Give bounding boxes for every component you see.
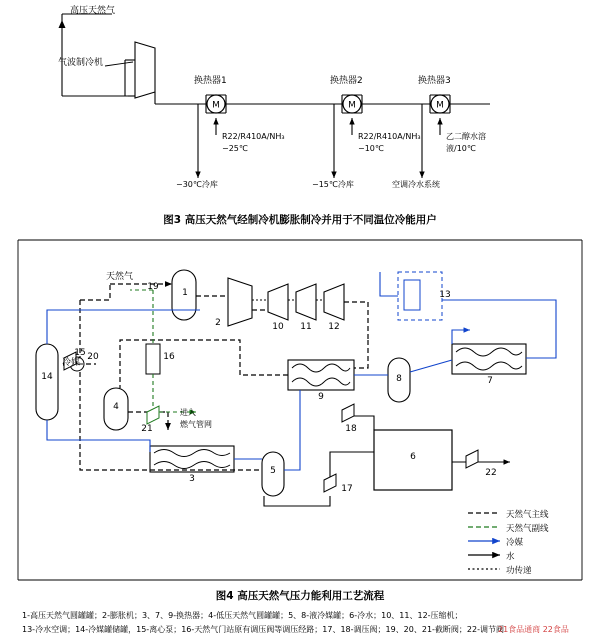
fig3-refr3-line2: 液/10℃ bbox=[446, 144, 476, 153]
legend-work: 功传递 bbox=[506, 566, 532, 576]
figure4-drawing bbox=[36, 270, 556, 569]
node-4: 4 bbox=[113, 402, 119, 412]
node-22: 22 bbox=[485, 468, 497, 478]
fig3-hx2-label: 换热器2 bbox=[330, 76, 363, 86]
figure3-drawing bbox=[59, 14, 491, 178]
fig4-topipe-line2: 燃气管网 bbox=[180, 420, 212, 429]
footnote-line1: 1-高压天然气圆罐罐；2-膨胀机；3、7、9-换热器；4-低压天然气圆罐罐；5、8-液冷媒罐；6-冷水；10、11、12-压缩机； bbox=[22, 611, 463, 620]
node-15: 15 bbox=[74, 348, 86, 358]
legend-gas-main: 天然气主线 bbox=[506, 510, 549, 520]
legend-gas-side: 天然气副线 bbox=[506, 524, 549, 534]
legend-coolant: 冷媒 bbox=[506, 538, 524, 548]
node-14: 14 bbox=[41, 372, 53, 382]
node-8: 8 bbox=[396, 374, 402, 384]
fig3-refr3-line1: 乙二醇水溶 bbox=[446, 132, 486, 141]
node-16: 16 bbox=[163, 352, 175, 362]
fig3-refr2-line1: R22/R410A/NH₃ bbox=[358, 132, 421, 141]
fig4-coolant-label: 冷媒 bbox=[62, 358, 81, 368]
node-17: 17 bbox=[341, 484, 353, 494]
node-19: 19 bbox=[147, 282, 159, 292]
node-12: 12 bbox=[328, 322, 340, 332]
node-11: 11 bbox=[300, 322, 312, 332]
node-3: 3 bbox=[189, 474, 195, 484]
node-18: 18 bbox=[345, 424, 357, 434]
node-5: 5 bbox=[270, 466, 276, 476]
node-1: 1 bbox=[182, 288, 188, 298]
fig3-hx3-label: 换热器3 bbox=[418, 76, 451, 86]
figure3-caption: 图3 高压天然气经制冷机膨胀制冷并用于不同温位冷能用户 bbox=[163, 214, 437, 226]
svg-text:M: M bbox=[348, 100, 356, 111]
node-10: 10 bbox=[272, 322, 284, 332]
node-13: 13 bbox=[439, 290, 451, 300]
footnote-line2: 13-冷水空调；14-冷媒罐储罐，15-离心泵；16-天然气门站原有调压阀等调压经路；17、18-调压阀；19、20、21-截断阀；22-调节阀 bbox=[22, 625, 504, 634]
fig3-refr1-line1: R22/R410A/NH₃ bbox=[222, 132, 285, 141]
fig3-refr1-line2: −25℃ bbox=[222, 144, 248, 153]
node-6: 6 bbox=[410, 452, 416, 462]
figure4-caption: 图4 高压天然气压力能利用工艺流程 bbox=[215, 590, 385, 602]
fig3-user1-label: −30℃冷库 bbox=[176, 180, 218, 189]
node-7: 7 bbox=[487, 376, 493, 386]
fig3-user2-label: −15℃冷库 bbox=[312, 180, 354, 189]
fig3-expander-label: 气波制冷机 bbox=[58, 58, 104, 68]
fig3-hx1-label: 换热器1 bbox=[194, 76, 227, 86]
fig4-gas-in-label: 天然气 bbox=[106, 272, 134, 282]
legend-water: 水 bbox=[506, 552, 515, 562]
fig4-topipe-line1: 进入 bbox=[180, 408, 196, 417]
node-2: 2 bbox=[215, 318, 221, 328]
node-21: 21 bbox=[141, 424, 153, 434]
fig3-user3-label: 空调冷水系统 bbox=[392, 180, 440, 189]
fig3-inlet-label: 高压天然气 bbox=[70, 6, 116, 16]
fig3-refr2-line2: −10℃ bbox=[358, 144, 384, 153]
node-20: 20 bbox=[87, 352, 99, 362]
svg-text:M: M bbox=[436, 100, 444, 111]
svg-text:M: M bbox=[212, 100, 220, 111]
watermark: 21食品通商 22食品 bbox=[498, 625, 569, 634]
node-9: 9 bbox=[318, 392, 324, 402]
